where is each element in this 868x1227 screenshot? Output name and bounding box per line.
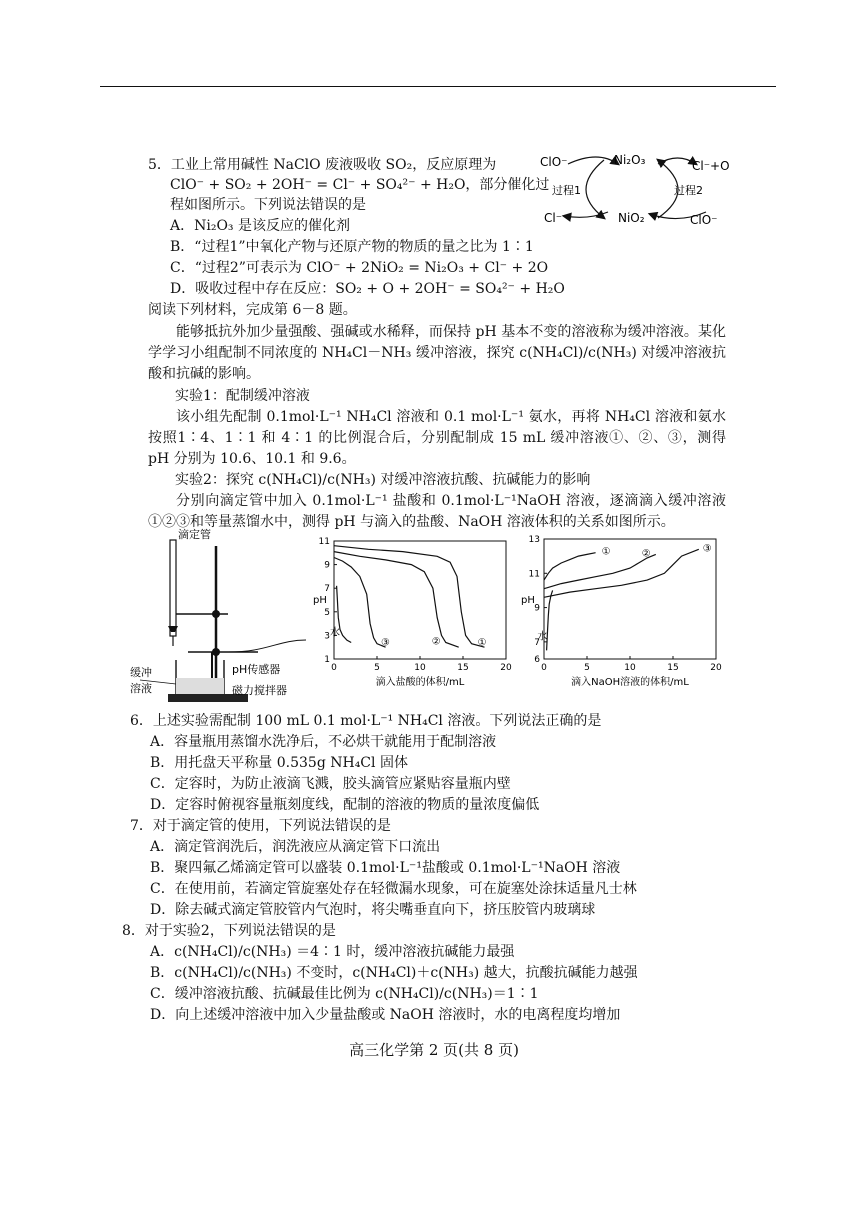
exp2-text: 分别向滴定管中加入 0.1mol·L⁻¹ 盐酸和 0.1mol·L⁻¹NaOH 溶液，逐滴滴入缓冲溶液①②③和等量蒸馏水中，测得 pH 与滴入的盐酸、NaOH 溶液体积的关系如图所示。 (148, 493, 726, 530)
label-buffer-line2: 溶液 (130, 682, 152, 695)
chart1-series-line (544, 554, 656, 588)
chart0-xtick-label: 0 (331, 663, 337, 673)
exp1-title: 实验1：配制缓冲溶液 (175, 388, 310, 404)
chart1-series-label: 水 (537, 631, 548, 643)
exp1-text: 该小组先配制 0.1mol·L⁻¹ NH₄Cl 溶液和 0.1 mol·L⁻¹ 氨水，再将 NH₄Cl 溶液和氨水按照1∶4、1∶1 和 4∶1 的比例混合后，分别配制成 15 mL 缓冲溶液①、②、③，测得 pH 分别为 10.6、10.1 和 9.6。 (148, 409, 726, 467)
chart1-ytick-label: 11 (528, 569, 540, 580)
chart1-xtick-label: 0 (541, 663, 547, 673)
chart1-ytick-label: 6 (534, 655, 540, 665)
catalytic-cycle-diagram (538, 150, 738, 230)
q5-option-b: B．“过程1”中氧化产物与还原产物的物质的量之比为 1∶1 (170, 239, 534, 255)
chart0-xlabel: 滴入盐酸的体积/mL (375, 677, 465, 688)
diagram-top-center: Ni₂O₃ (614, 153, 646, 167)
chart0-ytick-label: 11 (318, 537, 330, 547)
chart1-series-line (547, 590, 553, 650)
beaker-liquid (176, 678, 224, 694)
naoh-titration-chart (518, 535, 728, 690)
burette-tube (170, 540, 176, 636)
chart1-ytick-label: 9 (534, 603, 540, 614)
chart1-series-line (544, 546, 699, 597)
chart0-xtick-label: 5 (374, 663, 380, 673)
reading-para1: 能够抵抗外加少量强酸、强碱或水稀释，而保持 pH 基本不变的溶液称为缓冲溶液。某化学学习小组配制不同浓度的 NH₄Cl－NH₃ 缓冲溶液，探究 c(NH₄Cl)/c(NH₃) 对缓冲溶液抗酸和抗碱的影响。 (148, 324, 726, 382)
chart0-ytick-label: 5 (324, 607, 330, 618)
q5-stem-line3: 程如图所示。下列说法错误的是 (170, 197, 366, 213)
diagram-top-right: Cl⁻+O (692, 159, 730, 173)
header-rule (100, 86, 776, 87)
chart0-xtick-label: 10 (414, 663, 426, 673)
chart1-xtick-label: 15 (667, 663, 679, 673)
chart0-ylabel: pH (313, 595, 327, 606)
q8-option-b: B．c(NH₄Cl)/c(NH₃) 不变时，c(NH₄Cl)＋c(NH₃) 越大，抗酸抗碱能力越强 (150, 965, 638, 981)
q7-stem: 7．对于滴定管的使用，下列说法错误的是 (130, 818, 391, 834)
q5-option-c: C．“过程2”可表示为 ClO⁻ + 2NiO₂ = Ni₂O₃ + Cl⁻ + 2O (170, 260, 549, 276)
q6-stem: 6．上述实验需配制 100 mL 0.1 mol·L⁻¹ NH₄Cl 溶液。下列说法正确的是 (130, 713, 602, 729)
q8-option-a: A．c(NH₄Cl)/c(NH₃) ＝4∶1 时，缓冲溶液抗碱能力最强 (150, 944, 515, 960)
hcl-titration-chart (310, 535, 515, 690)
label-buffer-line1: 缓冲 (130, 666, 152, 679)
chart0-ytick-label: 9 (324, 560, 330, 571)
sensor-cable (228, 640, 306, 652)
chart1-ytick-label: 7 (534, 637, 540, 648)
chart1-ytick-label: 13 (528, 535, 540, 545)
reading-intro: 阅读下列材料，完成第 6－8 题。 (148, 302, 357, 318)
chart0-ytick-label: 3 (324, 631, 330, 642)
chart1-series-label: ② (641, 548, 651, 560)
diagram-process2-label: 过程2 (674, 184, 703, 197)
diagram-bottom-center: NiO₂ (618, 211, 645, 225)
q7-option-d: D．除去碱式滴定管胶管内气泡时，将尖嘴垂直向下，挤压胶管内玻璃球 (150, 902, 596, 918)
chart0-series-label: 水 (330, 627, 340, 639)
page-footer: 高三化学第 2 页(共 8 页) (349, 1041, 519, 1059)
chart1-xtick-label: 5 (584, 663, 590, 673)
chart0-series-label: ① (477, 637, 487, 649)
diagram-top-left: ClO⁻ (540, 155, 568, 169)
chart1-series-label: ① (601, 546, 611, 558)
q8-stem: 8．对于实验2，下列说法错误的是 (122, 923, 336, 939)
q5-stem-line2: ClO⁻ + SO₂ + 2OH⁻ = Cl⁻ + SO₄²⁻ + H₂O，部分催化过 (170, 177, 550, 193)
chart1-xtick-label: 20 (710, 663, 722, 673)
q7-option-a: A．滴定管润洗后，润洗液应从滴定管下口流出 (150, 839, 441, 855)
q8-option-c: C．缓冲溶液抗酸、抗碱最佳比例为 c(NH₄Cl)/c(NH₃)＝1∶1 (150, 986, 539, 1002)
chart1-xtick-label: 10 (624, 663, 636, 673)
chart0-xtick-label: 20 (500, 663, 512, 673)
clamp-knob (212, 610, 220, 618)
q7-option-b: B．聚四氟乙烯滴定管可以盛装 0.1mol·L⁻¹盐酸或 0.1mol·L⁻¹NaOH 溶液 (150, 860, 621, 876)
process1-arc (586, 160, 604, 218)
process1-arc-top (568, 157, 618, 164)
chart1-ylabel: pH (521, 595, 535, 606)
q6-option-c: C．定容时，为防止液滴飞溅，胶头滴管应紧贴容量瓶内壁 (150, 776, 511, 792)
chart0-series-label: ② (431, 636, 441, 648)
label-stirrer: 磁力搅拌器 (232, 684, 287, 697)
diagram-bottom-right: ClO⁻ (690, 213, 718, 227)
exp2-title: 实验2：探究 c(NH₄Cl)/c(NH₃) 对缓冲溶液抗酸、抗碱能力的影响 (175, 472, 591, 488)
process2-arc-top (658, 158, 696, 164)
chart1-series-label: ③ (702, 543, 712, 555)
chart0-ytick-label: 7 (324, 584, 330, 595)
label-ph-sensor: pH传感器 (232, 663, 281, 676)
q7-option-c: C．在使用前，若滴定管旋塞处存在轻微漏水现象，可在旋塞处涂抹适量凡士林 (150, 881, 637, 897)
chart0-series-line (334, 552, 459, 648)
q5-stem-line1: 5．工业上常用碱性 NaClO 废液吸收 SO₂，反应原理为 (148, 157, 497, 173)
q6-option-b: B．用托盘天平称量 0.535g NH₄Cl 固体 (150, 755, 408, 771)
diagram-bottom-left: Cl⁻ (544, 211, 563, 225)
diagram-process1-label: 过程1 (552, 184, 581, 197)
q5-option-d: D．吸收过程中存在反应：SO₂ + O + 2OH⁻ = SO₄²⁻ + H₂O (170, 281, 565, 297)
q5-option-a: A．Ni₂O₃ 是该反应的催化剂 (170, 218, 350, 234)
titration-apparatus (128, 528, 308, 708)
chart0-ytick-label: 1 (324, 655, 330, 665)
label-burette: 滴定管 (178, 528, 211, 541)
chart0-xtick-label: 15 (457, 663, 469, 673)
q6-option-d: D．定容时俯视容量瓶刻度线，配制的溶液的物质的量浓度偏低 (150, 797, 540, 813)
q6-option-a: A．容量瓶用蒸馏水洗净后，不必烘干就能用于配制溶液 (150, 734, 497, 750)
chart1-xlabel: 滴入NaOH溶液的体积/mL (571, 677, 689, 688)
q8-option-d: D．向上述缓冲溶液中加入少量盐酸或 NaOH 溶液时，水的电离程度均增加 (150, 1007, 621, 1023)
chart0-series-label: ③ (381, 637, 390, 649)
sensor-knob (212, 648, 220, 656)
chart1-series-line (544, 553, 596, 580)
chart0-series-line (334, 546, 485, 648)
chart1-frame (544, 539, 716, 659)
